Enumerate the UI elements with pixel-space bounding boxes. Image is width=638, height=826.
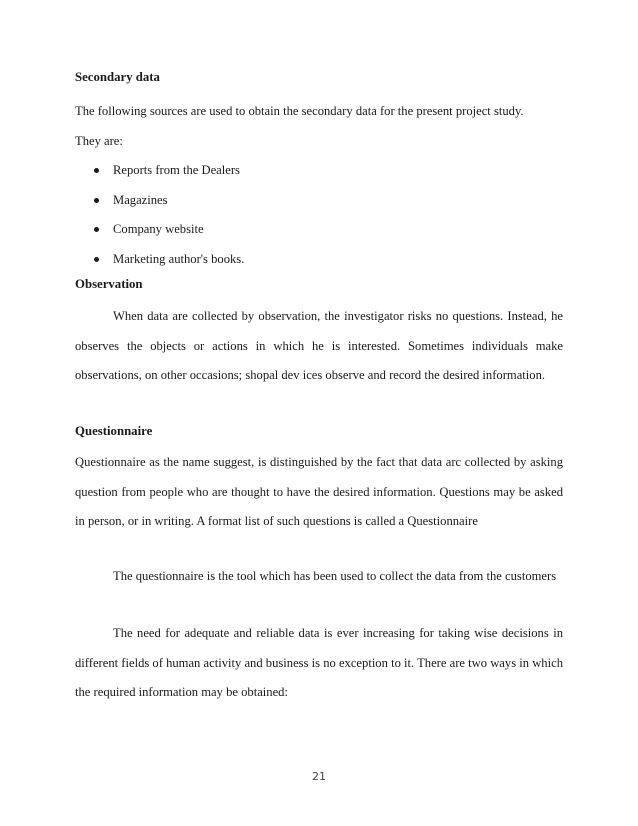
observation-heading: Observation	[75, 277, 143, 291]
questionnaire-tool-paragraph: The questionnaire is the tool which has been used to collect the data from the customers	[113, 569, 557, 583]
list-item	[75, 215, 563, 245]
they-are-label: They are:	[75, 134, 123, 148]
list-item	[75, 186, 563, 216]
secondary-data-intro: The following sources are used to obtain the secondary data for the present project study.	[75, 104, 524, 118]
list-item-text: Marketing author's books.	[113, 251, 245, 266]
page-number: 21	[312, 770, 326, 783]
list-item-text: Company website	[113, 222, 204, 236]
questionnaire-heading: Questionnaire	[75, 424, 153, 438]
secondary-data-heading: Secondary data	[75, 70, 160, 84]
bullet-icon	[94, 168, 99, 173]
list-item-text: Magazines	[113, 192, 168, 207]
list-item	[75, 156, 563, 186]
bullet-icon	[94, 198, 99, 203]
questionnaire-paragraph: Questionnaire as the name suggest, is distinguished by the fact that data arc collected by asking question from people who are thought to have the desired information. Questions may be asked in person, or in writing. A format list of such questions is called a Questionnaire	[75, 455, 563, 528]
bullet-icon	[94, 257, 99, 262]
secondary-sources-list	[75, 156, 563, 274]
list-item-text: Reports from the Dealers	[113, 163, 240, 177]
observation-paragraph: When data are collected by observation, the investigator risks no questions. Instead, he observes the objects or actions in which he is interested. Sometimes individuals make observations, on other occasions; shopal dev ices observe and record the desired information.	[75, 309, 563, 382]
data-need-paragraph: The need for adequate and reliable data is ever increasing for taking wise decisions in different fields of human activity and business is no exception to it. There are two ways in which the required information may be obtained:	[75, 626, 563, 699]
bullet-icon	[94, 227, 99, 232]
